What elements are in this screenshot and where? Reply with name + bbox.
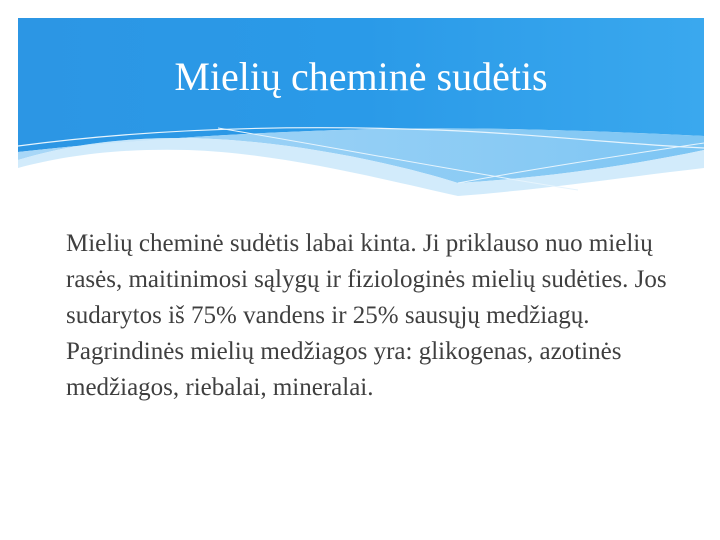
header-wave-graphic (18, 18, 704, 208)
body-paragraph: Mielių cheminė sudėtis labai kinta. Ji priklauso nuo mielių rasės, maitinimosi sąlygų ir fiziologinės mielių sudėties. Jos sudarytos iš 75% vandens ir 25% sausųjų medžiagų. Pagrindinės mielių medžiagos yra: glikogenas, azotinės medžiagos, riebalai, mineralai. (66, 230, 667, 401)
header-banner (18, 18, 704, 208)
slide-title: Mielių cheminė sudėtis (174, 54, 548, 99)
